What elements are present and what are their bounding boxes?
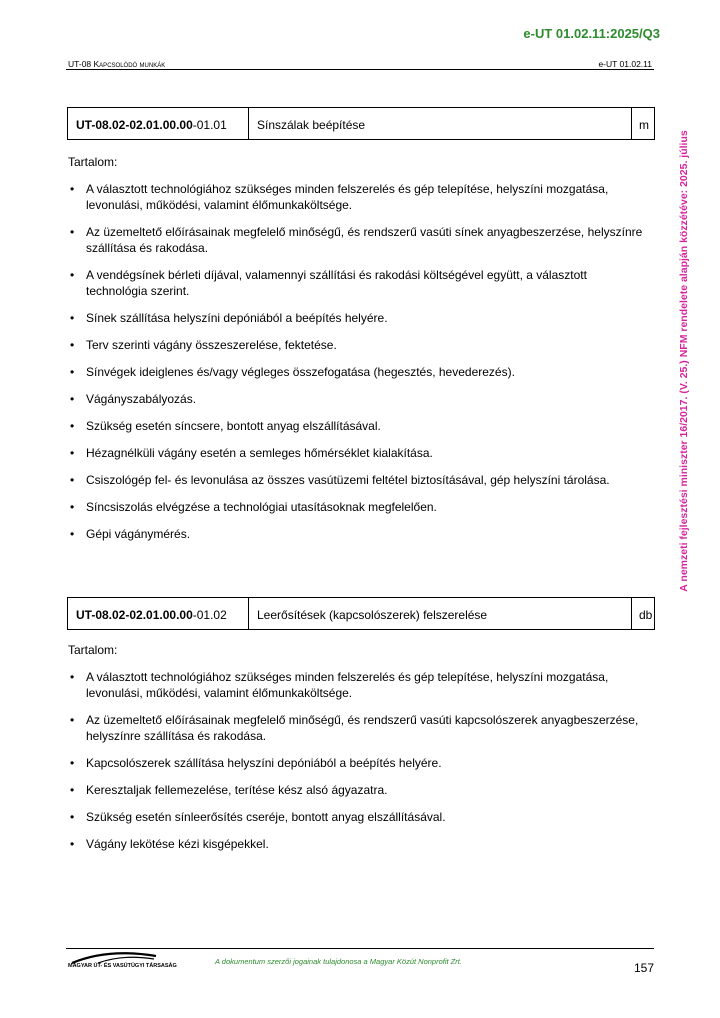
content-label-1: Tartalom: (68, 155, 118, 169)
bullet-dot-icon: • (70, 392, 75, 406)
bullet-dot-icon: • (70, 473, 75, 487)
bullet-dot-icon: • (70, 311, 75, 325)
item-code-bold: UT-08.02-02.01.00.00 (76, 608, 193, 622)
page-number: 157 (633, 961, 654, 975)
content-label-2: Tartalom: (68, 643, 118, 657)
bullet-dot-icon: • (70, 338, 75, 352)
footer-logo (68, 950, 177, 972)
bullet-text: Hézagnélküli vágány esetén a semleges hőmérséklet kialakítása. (86, 446, 433, 460)
logo-text: MAGYAR ÚT- ÉS VASÚTÜGYI TÁRSASÁG (68, 963, 177, 969)
publication-side-note (671, 96, 697, 626)
document-code: e-UT 01.02.11:2025/Q3 (523, 26, 660, 41)
bullet-dot-icon: • (70, 756, 75, 770)
item-title-cell: Leerősítések (kapcsolószerek) felszerelése (249, 598, 632, 629)
bullet-text: Keresztaljak fellemezelése, terítése kész alsó ágyazatra. (86, 783, 388, 797)
item-code-suffix: -01.02 (192, 608, 227, 622)
bullet-text: Síncsiszolás elvégzése a technológiai utasításoknak megfelelően. (86, 500, 437, 514)
road-logo-icon (68, 950, 160, 964)
bullet-dot-icon: • (70, 713, 75, 727)
header-section-prefix: UT-08 (68, 59, 94, 69)
bullet-dot-icon: • (70, 527, 75, 541)
bullet-text: Szükség esetén sínleerősítés cseréje, bontott anyag elszállításával. (86, 810, 446, 824)
bullet-dot-icon: • (70, 783, 75, 797)
bullet-item (68, 181, 648, 213)
bullet-dot-icon: • (70, 182, 75, 196)
bullet-dot-icon: • (70, 500, 75, 514)
bullet-item (68, 224, 648, 256)
bullet-dot-icon: • (70, 446, 75, 460)
footer-divider (66, 948, 654, 949)
bullet-text: A választott technológiához szükséges minden felszerelés és gép telepítése, helyszíni mozgatása, levonulási, működési, valamint élőmunkaköltsége. (86, 670, 609, 700)
bullet-item (68, 669, 648, 701)
bullet-dot-icon: • (70, 268, 75, 282)
bullet-item (68, 445, 648, 461)
item-table-2 (67, 597, 655, 630)
bullet-dot-icon: • (70, 225, 75, 239)
bullet-item (68, 836, 648, 852)
bullet-item (68, 472, 648, 488)
bullet-item (68, 364, 648, 380)
bullet-list-1 (68, 181, 648, 553)
bullet-dot-icon: • (70, 670, 75, 684)
header-section-name: Kapcsolódó munkák (93, 59, 166, 69)
bullet-text: Csiszológép fel- és levonulása az összes vasútüzemi feltétel biztosításával, gép helyszíni tárolása. (86, 473, 610, 487)
item-code-cell (68, 108, 249, 139)
bullet-text: Kapcsolószerek szállítása helyszíni depóniából a beépítés helyére. (86, 756, 442, 770)
item-title-cell: Sínszálak beépítése (249, 108, 632, 139)
bullet-item (68, 712, 648, 744)
bullet-text: Terv szerinti vágány összeszerelése, fektetése. (86, 338, 337, 352)
bullet-dot-icon: • (70, 365, 75, 379)
side-note-text: A nemzeti fejlesztési miniszter 16/2017. (V. 25.) NFM rendelete alapján közzétéve: 2025. július (678, 130, 690, 592)
bullet-text: Gépi vágánymérés. (86, 527, 191, 541)
footer-copyright: A dokumentum szerzői jogainak tulajdonosa a Magyar Közút Nonprofit Zrt. (215, 957, 462, 966)
bullet-item (68, 310, 648, 326)
bullet-text: Vágány lekötése kézi kisgépekkel. (86, 837, 269, 851)
bullet-text: Sínek szállítása helyszíni depóniából a beépítés helyére. (86, 311, 388, 325)
item-code-cell (68, 598, 249, 629)
bullet-text: A vendégsínek bérleti díjával, valamennyi szállítási és rakodási költségével együtt, a választott technológia szerint. (86, 268, 587, 298)
bullet-dot-icon: • (70, 810, 75, 824)
bullet-text: Az üzemeltető előírásainak megfelelő minőségű, és rendszerű vasúti kapcsolószerek anyagbeszerzése, helyszínre szállítása és rakodása. (86, 713, 639, 743)
header-divider (66, 69, 654, 70)
bullet-item (68, 809, 648, 825)
bullet-list-2 (68, 669, 648, 863)
header-document-reference: e-UT 01.02.11 (598, 59, 652, 69)
item-unit-cell: m (639, 118, 649, 132)
bullet-text: Az üzemeltető előírásainak megfelelő minőségű, és rendszerű vasúti sínek anyagbeszerzése, helyszínre szállítása és rakodása. (86, 225, 643, 255)
item-code-suffix: -01.01 (192, 118, 227, 132)
bullet-item (68, 337, 648, 353)
bullet-item (68, 526, 648, 542)
bullet-text: Vágányszabályozás. (86, 392, 197, 406)
item-unit-cell: db (639, 608, 653, 622)
bullet-dot-icon: • (70, 419, 75, 433)
bullet-item (68, 418, 648, 434)
bullet-dot-icon: • (70, 837, 75, 851)
bullet-item (68, 782, 648, 798)
header-section-title (68, 59, 165, 69)
item-code-bold: UT-08.02-02.01.00.00 (76, 118, 193, 132)
bullet-item (68, 267, 648, 299)
bullet-item (68, 499, 648, 515)
bullet-text: Sínvégek ideiglenes és/vagy végleges összefogatása (hegesztés, hevederezés). (86, 365, 515, 379)
bullet-item (68, 755, 648, 771)
bullet-text: A választott technológiához szükséges minden felszerelés és gép telepítése, helyszíni mozgatása, levonulási, működési, valamint élőmunkaköltsége. (86, 182, 609, 212)
bullet-text: Szükség esetén síncsere, bontott anyag elszállításával. (86, 419, 381, 433)
item-table-1 (67, 107, 655, 140)
bullet-item (68, 391, 648, 407)
